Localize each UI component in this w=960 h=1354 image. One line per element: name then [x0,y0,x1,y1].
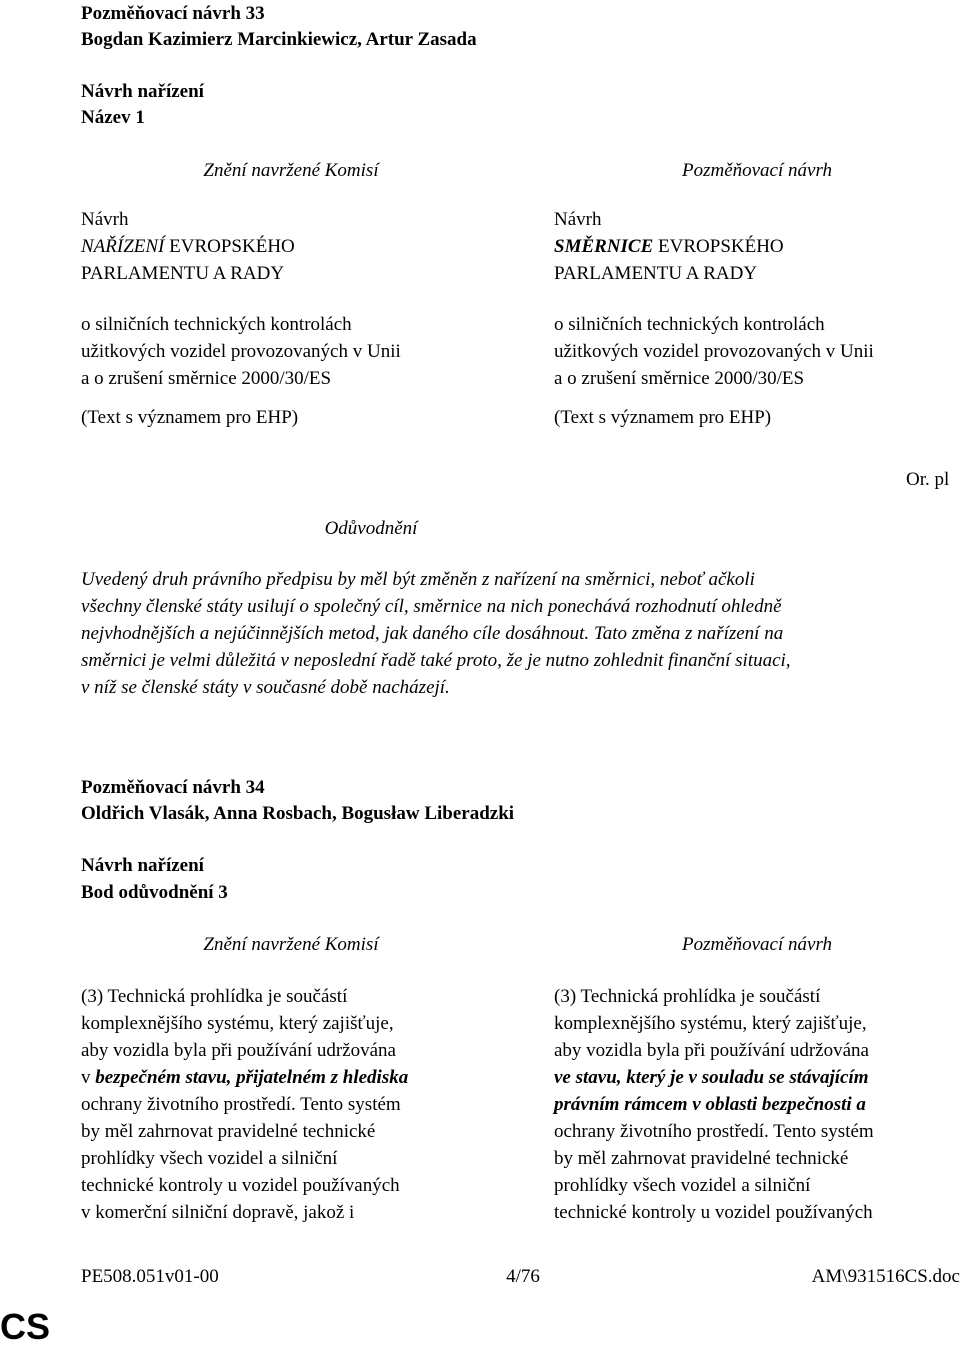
justification-heading: Odůvodnění [324,518,418,539]
recital-line: ochrany životního prostředí. Tento systém [81,1094,401,1115]
title-line-institutions: PARLAMENTU A RADY [554,263,758,284]
recital-line: komplexnějšího systému, který zajišťuje, [81,1013,394,1034]
commission-text-title [81,206,501,287]
justification-line: nejvhodnějších a nejúčinnějších metod, jak daného cíle dosáhnout. Tato změna z nařízení na [81,623,784,644]
recital-new-text: právním rámcem v oblasti bezpečnosti a [554,1094,866,1115]
document-code: PE508.051v01-00 [81,1266,219,1287]
page-number: 4/76 [506,1266,540,1287]
amendment-33-subject: Název 1 [81,107,145,128]
eea-relevance: (Text s významem pro EHP) [554,407,772,428]
recital-line: by měl zahrnovat pravidelné technické [554,1148,849,1169]
amendment-34-proposal: Návrh nařízení [81,855,204,876]
recital-deleted-text: bezpečném stavu, přijatelném z hlediska [95,1067,409,1088]
recital-new-text: ve stavu, který je v souladu se stávajícím [554,1067,869,1088]
justification-text [81,566,791,701]
act-type-emphasis: SMĚRNICE [554,236,654,257]
left-column-heading: Znění navržené Komisí [203,160,379,181]
subject-line: a o zrušení směrnice 2000/30/ES [554,368,805,389]
subject-line: užitkových vozidel provozovaných v Unii [81,341,401,362]
subject-line: a o zrušení směrnice 2000/30/ES [81,368,332,389]
recital-line: ochrany životního prostředí. Tento systém [554,1121,874,1142]
recital-line: prohlídky všech vozidel a silniční [81,1148,338,1169]
recital-line: komplexnějšího systému, který zajišťuje, [554,1013,867,1034]
amendment-34-authors: Oldřich Vlasák, Anna Rosbach, Bogusław Liberadzki [81,803,515,824]
right-column-heading: Pozměňovací návrh [681,934,833,955]
recital-line: prohlídky všech vozidel a silniční [554,1175,811,1196]
title-line-institutions: PARLAMENTU A RADY [81,263,285,284]
left-column-heading: Znění navržené Komisí [203,934,379,955]
recital-line: v komerční silniční dopravě, jakož i [81,1202,355,1223]
subject-line: užitkových vozidel provozovaných v Unii [554,341,874,362]
amendment-recital-text [554,983,960,1226]
amendment-33-title: Pozměňovací návrh 33 [81,3,265,24]
amendment-34-title: Pozměňovací návrh 34 [81,777,265,798]
recital-line: technické kontroly u vozidel používaných [554,1202,873,1223]
recital-line: (3) Technická prohlídka je součástí [81,986,348,1007]
language-code: CS [0,1306,51,1347]
justification-line: všechny členské státy usilují o společný cíl, směrnice na nich ponechává rozhodnutí ohledně [81,596,782,617]
justification-line: v níž se členské státy v současné době nacházejí. [81,677,450,698]
subject-line: o silničních technických kontrolách [81,314,352,335]
recital-line: aby vozidla byla při používání udržována [554,1040,869,1061]
recital-line: technické kontroly u vozidel používaných [81,1175,400,1196]
title-line-proposal: Návrh [81,209,129,230]
commission-recital-text [81,983,501,1226]
amendment-33-authors: Bogdan Kazimierz Marcinkiewicz, Artur Zasada [81,29,477,50]
act-type-rest: EVROPSKÉHO [164,236,295,257]
amendment-text-title [554,206,960,287]
justification-line: směrnici je velmi důležitá v neposlední řadě také proto, že je nutno zohlednit finanční situaci, [81,650,791,671]
eea-relevance: (Text s významem pro EHP) [81,407,299,428]
act-type-emphasis: NAŘÍZENÍ [81,236,165,257]
subject-line: o silničních technických kontrolách [554,314,825,335]
recital-plain: v [81,1067,96,1088]
right-column-heading: Pozměňovací návrh [681,160,833,181]
recital-line: (3) Technická prohlídka je součástí [554,986,821,1007]
title-line-act-type [554,233,960,260]
amendment-text-subject [554,311,960,392]
recital-line: aby vozidla byla při používání udržována [81,1040,396,1061]
amendment-33-proposal: Návrh nařízení [81,81,204,102]
file-name: AM\931516CS.doc [811,1266,960,1287]
justification-line: Uvedený druh právního předpisu by měl být změněn z nařízení na směrnici, neboť ačkoli [81,569,755,590]
act-type-rest: EVROPSKÉHO [653,236,784,257]
title-line-act-type [81,233,501,260]
commission-text-subject [81,311,501,392]
recital-line [81,1064,501,1091]
original-language: Or. pl [906,469,950,490]
amendment-34-subject: Bod odůvodnění 3 [81,882,228,903]
title-line-proposal: Návrh [554,209,602,230]
recital-line: by měl zahrnovat pravidelné technické [81,1121,376,1142]
